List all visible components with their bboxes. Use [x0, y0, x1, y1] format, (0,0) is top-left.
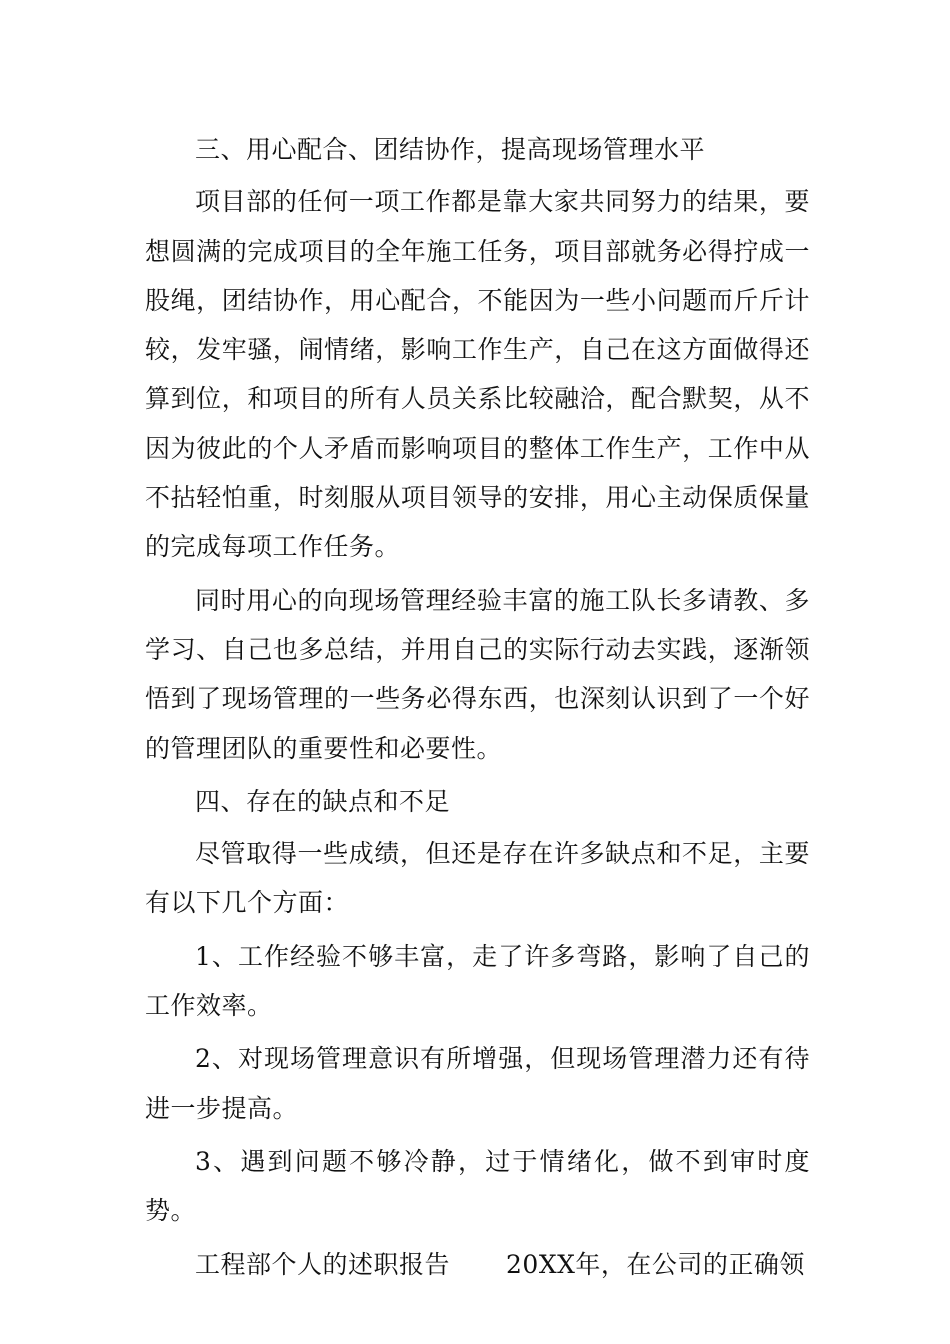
section-heading-three: 三、用心配合、团结协作，提高现场管理水平: [195, 135, 706, 164]
list-item-2: 2、对现场管理意识有所增强，但现场管理潜力还有待进一步提高。: [145, 1044, 810, 1123]
list-item-1: 1、工作经验不够丰富，走了许多弯路，影响了自己的工作效率。: [145, 941, 810, 1021]
next-report-text: 20XX年，在公司的正确领: [506, 1249, 805, 1279]
paragraph-shortcomings: 尽管取得一些成绩，但还是存在许多缺点和不足，主要有以下几个方面：: [145, 839, 810, 918]
next-report-title: 工程部个人的述职报告: [195, 1249, 451, 1279]
list-item-3: 3、遇到问题不够冷静，过于情绪化，做不到审时度势。: [145, 1146, 810, 1226]
paragraph-learning: 同时用心的向现场管理经验丰富的施工队长多请教、多学习、自己也多总结，并用自己的实际行动去实践，逐渐领悟到了现场管理的一些务必得东西，也深刻认识到了一个好的管理团队的重要性和必要性。: [145, 585, 810, 763]
section-heading-four: 四、存在的缺点和不足: [195, 786, 451, 816]
document-body: [145, 125, 810, 1293]
paragraph-teamwork: 项目部的任何一项工作都是靠大家共同努力的结果，要想圆满的完成项目的全年施工任务，项目部就务必得拧成一股绳，团结协作，用心配合，不能因为一些小问题而斤斤计较，发牢骚，闹情绪，影响工作生产，自己在这方面做得还算到位，和项目的所有人员关系比较融洽，配合默契，从不因为彼此的个人矛盾而影响项目的整体工作生产，工作中从不拈轻怕重，时刻服从项目领导的安排，用心主动保质保量的完成每项工作任务。: [145, 187, 810, 562]
next-report-line: [145, 1240, 810, 1289]
